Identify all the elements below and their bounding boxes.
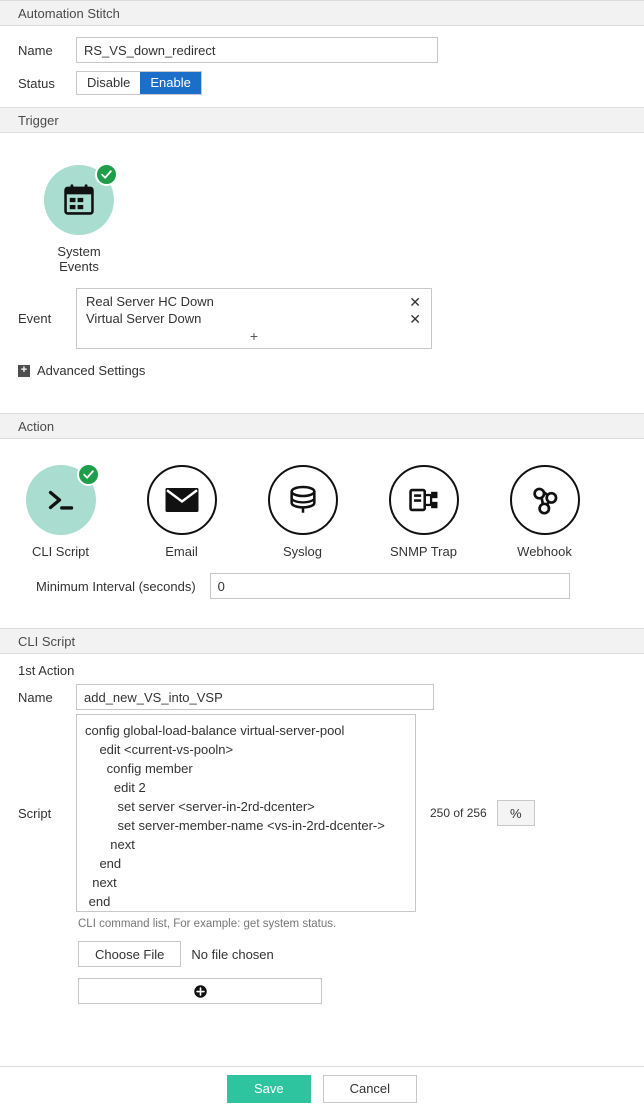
action-type-group bbox=[0, 439, 644, 559]
action-webhook[interactable] bbox=[484, 465, 605, 559]
close-icon[interactable]: ✕ bbox=[409, 310, 421, 327]
action-label: CLI Script bbox=[31, 544, 90, 559]
cli-script-section-header bbox=[0, 628, 644, 654]
minimum-interval-input[interactable] bbox=[210, 573, 570, 599]
action-label: SNMP Trap bbox=[390, 544, 457, 559]
action-label: Syslog bbox=[282, 544, 323, 559]
list-item[interactable] bbox=[77, 310, 431, 327]
email-icon bbox=[164, 485, 200, 515]
action-snmp-trap[interactable] bbox=[363, 465, 484, 559]
status-label: Status bbox=[18, 75, 55, 91]
webhook-icon bbox=[528, 483, 562, 517]
cli-name-label: Name bbox=[18, 689, 53, 705]
system-events-label: System Events bbox=[57, 244, 101, 274]
trigger-system-events[interactable] bbox=[44, 165, 114, 235]
name-label: Name bbox=[18, 42, 53, 58]
plus-icon: + bbox=[18, 365, 30, 377]
event-row bbox=[0, 288, 644, 349]
action-cli-script[interactable] bbox=[0, 465, 121, 559]
cli-script-label: Script bbox=[18, 805, 52, 821]
minimum-interval-label: Minimum Interval (seconds) bbox=[36, 578, 196, 594]
cli-name-input[interactable] bbox=[76, 684, 434, 710]
advanced-settings-toggle[interactable] bbox=[0, 363, 644, 378]
cli-script-icon bbox=[43, 482, 79, 518]
dialog-title-bar bbox=[0, 0, 644, 26]
selected-check-icon bbox=[95, 163, 118, 186]
calendar-icon bbox=[62, 183, 96, 217]
syslog-icon bbox=[286, 483, 320, 517]
character-counter: 250 of 256 bbox=[430, 806, 487, 820]
cli-script-row bbox=[0, 714, 644, 912]
save-button[interactable]: Save bbox=[227, 1075, 311, 1103]
cli-script-hint: CLI command list, For example: get system status. bbox=[78, 918, 337, 930]
trigger-section-header bbox=[0, 107, 644, 133]
close-icon[interactable]: ✕ bbox=[409, 293, 421, 310]
action-syslog[interactable] bbox=[242, 465, 363, 559]
trigger-section-title: Trigger bbox=[18, 113, 59, 128]
add-event-button[interactable]: + bbox=[249, 328, 259, 344]
event-list bbox=[76, 288, 432, 349]
action-email[interactable] bbox=[121, 465, 242, 559]
syslog-circle[interactable] bbox=[268, 465, 338, 535]
cli-name-row bbox=[0, 678, 644, 714]
trigger-type-group bbox=[0, 165, 644, 274]
action-label: Email bbox=[165, 544, 198, 559]
list-item[interactable] bbox=[77, 293, 431, 310]
action-label: Webhook bbox=[517, 544, 572, 559]
status-enable-option[interactable]: Enable bbox=[140, 72, 200, 94]
webhook-circle[interactable] bbox=[510, 465, 580, 535]
advanced-settings-label: Advanced Settings bbox=[37, 363, 146, 378]
snmp-trap-icon bbox=[407, 483, 441, 517]
add-action-button[interactable] bbox=[78, 978, 322, 1004]
choose-file-button[interactable]: Choose File bbox=[78, 941, 181, 967]
status-row bbox=[0, 69, 644, 107]
event-name: Real Server HC Down bbox=[86, 294, 214, 309]
action-section-header bbox=[0, 413, 644, 439]
action-section-title: Action bbox=[18, 419, 55, 434]
cli-script-textarea[interactable] bbox=[76, 714, 416, 912]
dialog-footer bbox=[0, 1066, 644, 1110]
file-name-label: No file chosen bbox=[191, 946, 274, 962]
minimum-interval-row bbox=[0, 573, 644, 599]
cancel-button[interactable]: Cancel bbox=[323, 1075, 417, 1103]
event-name: Virtual Server Down bbox=[86, 311, 202, 326]
plus-circle-icon bbox=[193, 984, 208, 999]
page-title: Automation Stitch bbox=[18, 6, 120, 21]
status-disable-option[interactable]: Disable bbox=[77, 72, 140, 94]
file-upload-row bbox=[0, 941, 644, 967]
email-circle[interactable] bbox=[147, 465, 217, 535]
snmp-trap-circle[interactable] bbox=[389, 465, 459, 535]
selected-check-icon bbox=[77, 463, 100, 486]
name-input[interactable] bbox=[76, 37, 438, 63]
percent-button[interactable]: % bbox=[497, 800, 535, 826]
status-toggle[interactable] bbox=[76, 71, 202, 95]
name-row bbox=[0, 26, 644, 69]
first-action-label: 1st Action bbox=[18, 663, 75, 678]
event-label: Event bbox=[18, 311, 52, 326]
cli-script-section-title: CLI Script bbox=[18, 634, 76, 649]
